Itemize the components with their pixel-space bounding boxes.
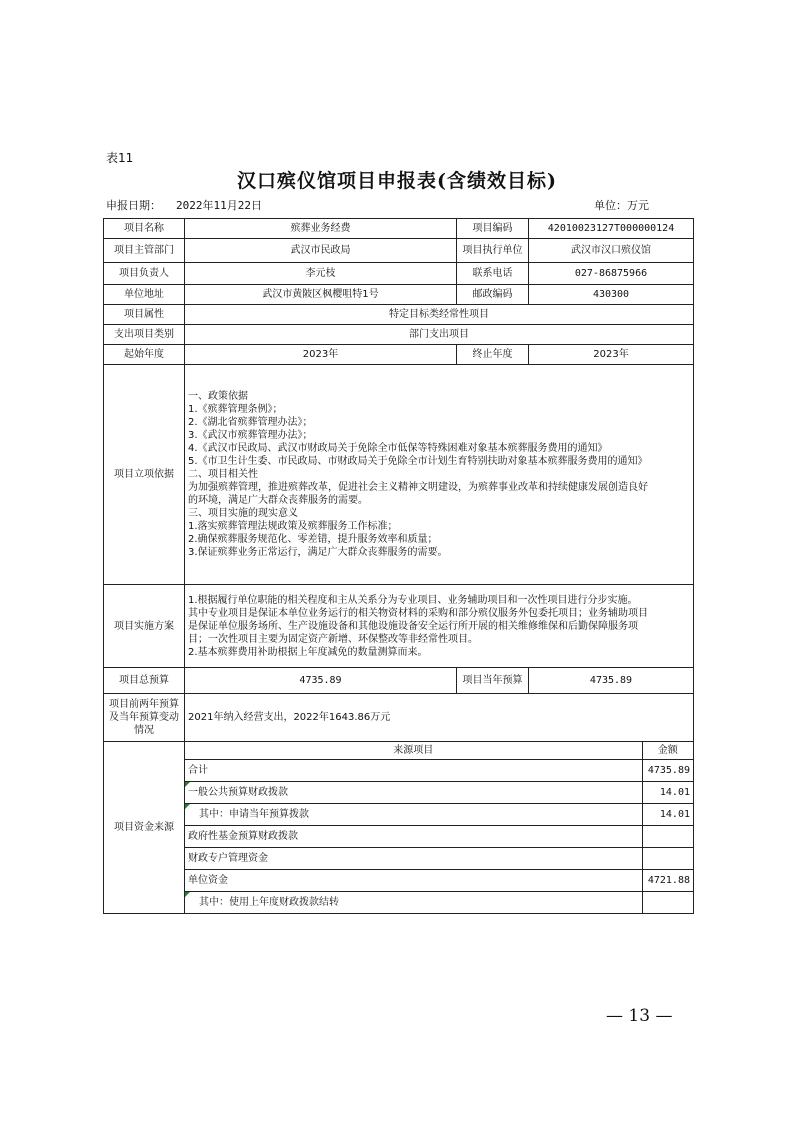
attribute-label: 项目属性 (104, 305, 185, 325)
document-title: 汉口殡仪馆项目申报表(含绩效目标) (237, 170, 557, 192)
plan-line: 1.根据履行单位职能的相关程度和主从关系分为专业项目、业务辅助项目和一次性项目进行分步实施。 (188, 594, 638, 606)
table-number-label: 表11 (106, 151, 134, 165)
project-name-label: 项目名称 (104, 219, 185, 239)
funding-source: 政府性基金预算财政拨款 (185, 826, 642, 848)
funding-row (185, 892, 693, 914)
basis-line: 一、政策依据 (188, 391, 248, 402)
funding-row (185, 782, 693, 804)
current-budget-value: 4735.89 (529, 668, 694, 694)
basis-line: 二、项目相关性 (188, 469, 258, 480)
funding-source: 财政专户管理资金 (185, 848, 642, 870)
category-label: 支出项目类别 (104, 325, 185, 345)
project-name-value: 殡葬业务经费 (185, 219, 457, 239)
row-years (104, 345, 694, 365)
executing-unit-value: 武汉市汉口殡仪馆 (529, 239, 694, 263)
funding-amount (642, 826, 693, 848)
row-address (104, 285, 694, 305)
project-code-label: 项目编码 (457, 219, 529, 239)
currency-unit: 单位：万元 (594, 199, 649, 212)
funding-row (185, 804, 693, 826)
funding-header-row (185, 742, 693, 760)
total-budget-value: 4735.89 (185, 668, 457, 694)
funding-amount: 14.01 (642, 804, 693, 826)
plan-line: 目；一次性项目主要为固定资产新增、环保整改等非经常性项目。 (188, 633, 478, 645)
funding-amount (642, 848, 693, 870)
funding-cell (185, 742, 694, 914)
funding-row (185, 826, 693, 848)
basis-line: 4.《武汉市民政局、武汉市财政局关于免除全市低保等特殊困难对象基本殡葬服务费用的通知》 (188, 443, 608, 454)
end-year-label: 终止年度 (457, 345, 529, 365)
plan-label: 项目实施方案 (104, 585, 185, 668)
postcode-label: 邮政编码 (457, 285, 529, 305)
funding-row (185, 870, 693, 892)
basis-line: 三、项目实施的现实意义 (188, 508, 298, 519)
funding-amount (642, 892, 693, 914)
row-department (104, 239, 694, 263)
row-plan (104, 585, 694, 668)
basis-line: 的环境，满足广大群众丧葬服务的需要。 (188, 495, 368, 506)
funding-row (185, 848, 693, 870)
basis-line: 3.《武汉市殡葬管理办法》； (188, 430, 313, 441)
department-label: 项目主管部门 (104, 239, 185, 263)
plan-line: 其中专业项目是保证本单位业务运行的相关物资材料的采购和部分殡仪服务外包委托项目；业务辅助项目 (188, 607, 648, 619)
funding-amount: 14.01 (642, 782, 693, 804)
row-leader (104, 263, 694, 285)
end-year-value: 2023年 (529, 345, 694, 365)
address-value: 武汉市黄陂区枫樱咀特1号 (185, 285, 457, 305)
total-budget-label: 项目总预算 (104, 668, 185, 694)
plan-line: 2.基本殡葬费用补助根据上年度减免的数量测算而来。 (188, 646, 428, 658)
attribute-value: 特定目标类经常性项目 (185, 305, 694, 325)
project-code-value: 42010023127T000000124 (529, 219, 694, 239)
phone-label: 联系电话 (457, 263, 529, 285)
row-basis (104, 365, 694, 585)
category-value: 部门支出项目 (185, 325, 694, 345)
row-attribute (104, 305, 694, 325)
row-funding (104, 742, 694, 914)
funding-table (185, 742, 693, 913)
basis-line: 3.保证殡葬业务正常运行，满足广大群众丧葬服务的需要。 (188, 547, 448, 558)
funding-source-header: 来源项目 (185, 742, 642, 760)
basis-line: 1.《殡葬管理条例》； (188, 404, 283, 415)
funding-amount: 4721.88 (642, 870, 693, 892)
funding-source: 一般公共预算财政拨款 (185, 782, 642, 804)
funding-source: 其中：使用上年度财政拨款结转 (185, 892, 642, 914)
start-year-label: 起始年度 (104, 345, 185, 365)
project-application-table (103, 218, 694, 914)
funding-source: 单位资金 (185, 870, 642, 892)
funding-source: 其中：申请当年预算拨款 (185, 804, 642, 826)
basis-line: 为加强殡葬管理，推进殡葬改革，促进社会主义精神文明建设，为殡葬事业改革和持续健康发展创造良好 (188, 482, 648, 493)
leader-value: 李元枝 (185, 263, 457, 285)
funding-row (185, 760, 693, 782)
plan-line: 是保证单位服务场所、生产设施设备和其他设施设备安全运行所开展的相关维修维保和后勤保障服务项 (188, 620, 638, 632)
postcode-value: 430300 (529, 285, 694, 305)
basis-line: 2.《湖北省殡葬管理办法》； (188, 417, 313, 428)
declaration-date-label: 申报日期： (106, 199, 161, 212)
basis-line: 1.落实殡葬管理法规政策及殡葬服务工作标准； (188, 521, 398, 532)
budget-changes-value: 2021年纳入经营支出，2022年1643.86万元 (185, 694, 694, 742)
funding-label: 项目资金来源 (104, 742, 185, 914)
leader-label: 项目负责人 (104, 263, 185, 285)
row-category (104, 325, 694, 345)
declaration-date: 2022年11月22日 (176, 199, 262, 212)
basis-line: 5.《市卫生计生委、市民政局、市财政局关于免除全市计划生育特别扶助对象基本殡葬服务费用的通知》 (188, 456, 648, 467)
budget-changes-label: 项目前两年预算及当年预算变动情况 (104, 694, 185, 742)
row-project-name (104, 219, 694, 239)
address-label: 单位地址 (104, 285, 185, 305)
department-value: 武汉市民政局 (185, 239, 457, 263)
row-budget (104, 668, 694, 694)
basis-line: 2.确保殡葬服务规范化、零差错，提升服务效率和质量； (188, 534, 438, 545)
plan-content (185, 585, 694, 668)
funding-amount-header: 金额 (642, 742, 693, 760)
start-year-value: 2023年 (185, 345, 457, 365)
basis-label: 项目立项依据 (104, 365, 185, 585)
funding-amount: 4735.89 (642, 760, 693, 782)
executing-unit-label: 项目执行单位 (457, 239, 529, 263)
current-budget-label: 项目当年预算 (457, 668, 529, 694)
row-budget-changes (104, 694, 694, 742)
phone-value: 027-86875966 (529, 263, 694, 285)
funding-source: 合计 (185, 760, 642, 782)
page-number: — 13 — (606, 1006, 673, 1026)
basis-content (185, 365, 694, 585)
